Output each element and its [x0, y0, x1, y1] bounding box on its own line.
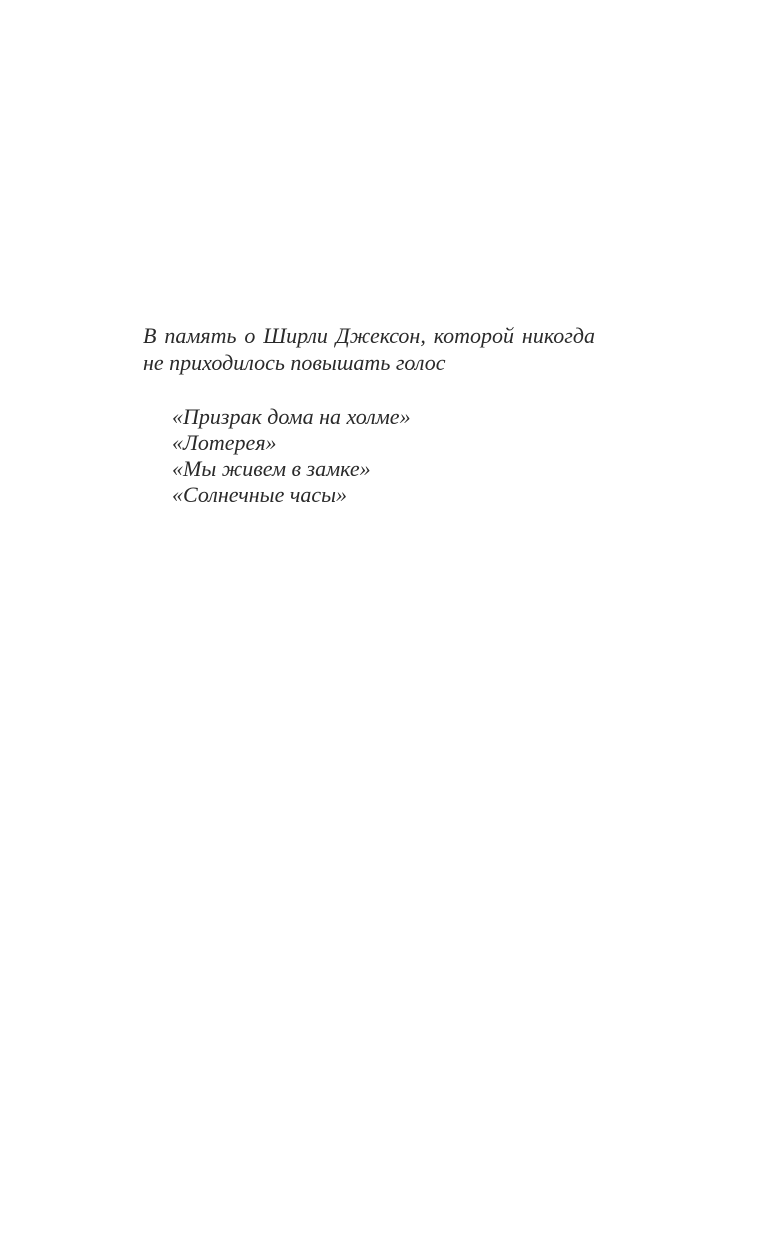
book-titles-list: [172, 404, 411, 508]
dedication-line-2: не приходилось повышать голос: [143, 350, 446, 375]
dedication-line-1: В память о Ширли Джексон, которой никогда: [143, 323, 595, 348]
book-title: «Призрак дома на холме»: [172, 404, 411, 429]
dedication-paragraph: [143, 322, 595, 376]
book-title: «Солнечные часы»: [172, 482, 347, 507]
book-title: «Лотерея»: [172, 430, 277, 455]
book-title: «Мы живем в замке»: [172, 456, 371, 481]
